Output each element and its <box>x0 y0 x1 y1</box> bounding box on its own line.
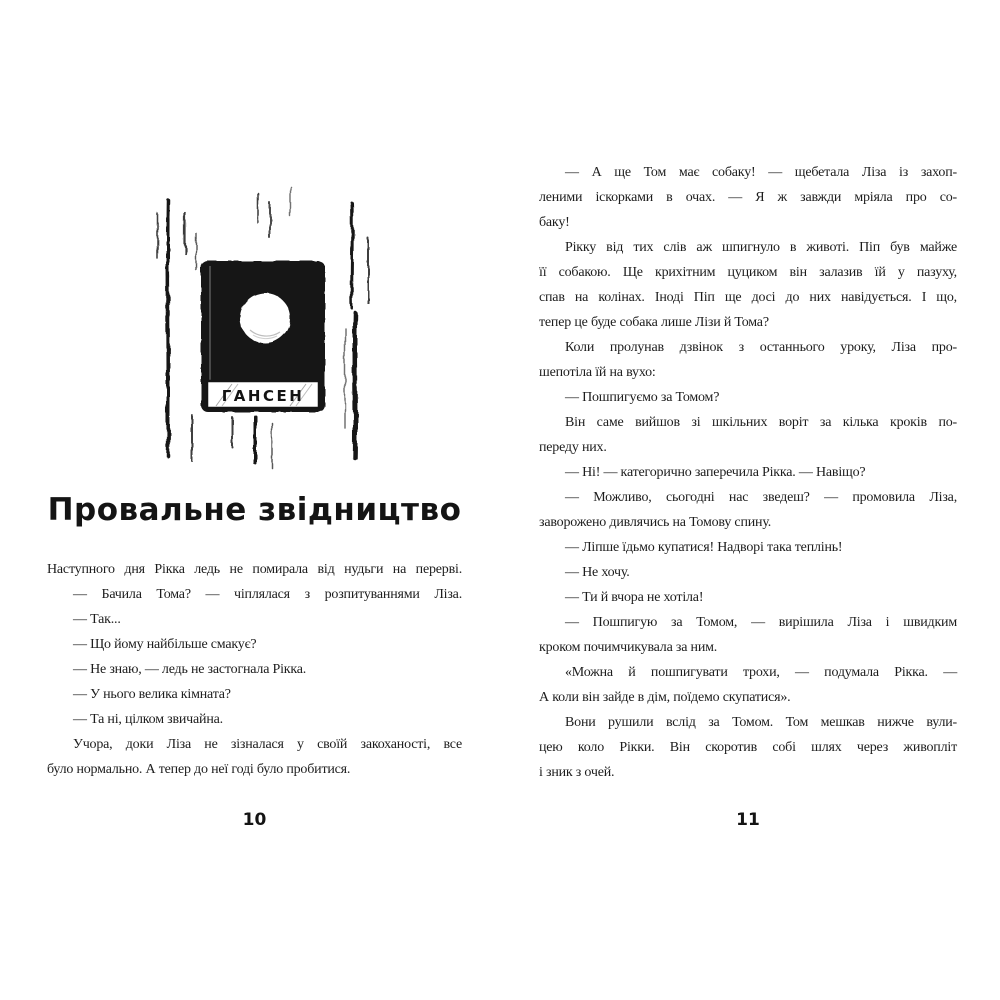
text-line: Він саме вийшов зі шкільних воріт за кілька кроків по- <box>565 415 957 430</box>
nameplate <box>207 381 319 408</box>
text-line: було нормально. А тепер до неї годі було пробитися. <box>47 762 351 777</box>
chapter-title: Провальне звідництво <box>47 492 462 528</box>
text-line: тепер це буде собака лише Лізи й Тома? <box>539 315 769 330</box>
text-line: — Можливо, сьогодні нас зведеш? — промовила Ліза, <box>565 490 957 505</box>
left-page-text <box>47 557 462 782</box>
text-line: спав на колінах. Іноді Піп ще досі до них навідується. І що, <box>539 290 957 305</box>
text-line: «Можна й пошпигувати трохи, — подумала Рікка. — <box>565 665 957 680</box>
page-number-left: 10 <box>242 810 267 830</box>
text-line: Учора, доки Ліза не зізналася у своїй закоханості, все <box>73 737 462 752</box>
text-line: — У нього велика кімната? <box>73 687 231 702</box>
text-line: кроком почимчикувала за ним. <box>539 640 718 655</box>
text-line: — Пошпигую за Томом, — вирішила Ліза і швидким <box>565 615 957 630</box>
text-line: Наступного дня Рікка ледь не помирала від нудьги на перерві. <box>47 562 462 577</box>
nameplate-text: ГАНСЕН <box>221 387 305 405</box>
text-line: — Не хочу. <box>565 565 630 580</box>
text-line: леними іскорками в очах. — Я ж завжди мріяла про со- <box>539 190 957 205</box>
text-line: — Бачила Тома? — чіплялася з розпитуваннями Ліза. <box>73 587 462 602</box>
text-line: Вони рушили вслід за Томом. Том мешкав нижче вули- <box>565 715 957 730</box>
text-line: баку! <box>539 215 570 230</box>
text-line: шепотіла їй на вухо: <box>539 365 656 380</box>
text-line: цею коло Рікки. Він скоротив собі шлях через живопліт <box>539 740 957 755</box>
text-line: — Так... <box>73 612 121 627</box>
text-line: — Ти й вчора не хотіла! <box>565 590 704 605</box>
text-line: — Та ні, цілком звичайна. <box>73 712 223 727</box>
text-line: переду них. <box>539 440 607 455</box>
text-line: — Пошпигуємо за Томом? <box>565 390 720 405</box>
text-line: і зник з очей. <box>539 765 615 780</box>
text-line: — А ще Том має собаку! — щебетала Ліза із захоп- <box>565 165 957 180</box>
text-line: — Ліпше їдьмо купатися! Надворі така теплінь! <box>565 540 843 555</box>
text-line: — Ні! — категорично заперечила Рікка. — Навіщо? <box>565 465 866 480</box>
text-line: Рікку від тих слів аж шпигнуло в животі. Піп був майже <box>565 240 957 255</box>
book-cover-icon <box>201 261 325 412</box>
text-line: заворожено дивлячись на Томову спину. <box>539 515 772 530</box>
text-line: Коли пролунав дзвінок з останнього уроку, Ліза про- <box>565 340 957 355</box>
text-line: — Що йому найбільше смакує? <box>73 637 257 652</box>
right-page-text <box>539 160 957 785</box>
text-line: А коли він зайде в дім, поїдемо скупатися». <box>539 690 791 705</box>
porthole-icon <box>240 293 290 343</box>
chapter-illustration <box>138 178 383 473</box>
text-line: її собакою. Ще крихітним цуциком він залазив їй у пазуху, <box>539 265 957 280</box>
page-number-right: 11 <box>736 810 760 830</box>
text-line: — Не знаю, — ледь не застогнала Рікка. <box>73 662 307 677</box>
